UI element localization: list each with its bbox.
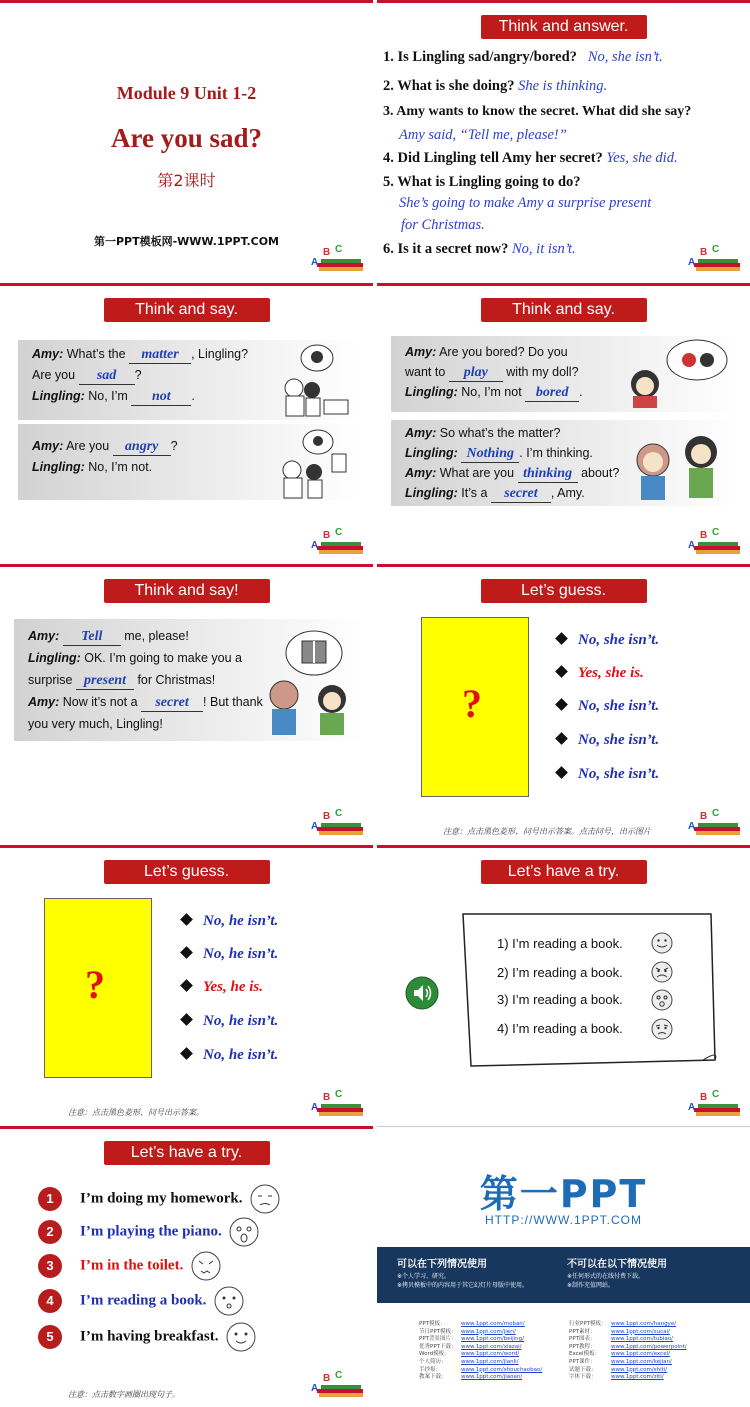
- speaker-icon[interactable]: [405, 976, 439, 1010]
- usage-allowed-1: ※个人学习、研究。: [397, 1273, 451, 1280]
- girls-angry-icon: [272, 424, 352, 500]
- question-3: 3. Amy wants to know the secret. What did she say?: [383, 104, 692, 119]
- resource-link[interactable]: www.1ppt.com/powerpoint/: [611, 1343, 687, 1350]
- link-row: [569, 1374, 687, 1382]
- slide-think-say-2: [377, 283, 750, 562]
- guess-option-5[interactable]: No, he isn’t.: [182, 1047, 278, 1064]
- link-label: 试题下载：: [569, 1366, 597, 1373]
- resource-link[interactable]: www.1ppt.com/word/: [461, 1351, 520, 1358]
- svg-text:C: C: [335, 1089, 343, 1100]
- slide-think-answer: [377, 0, 750, 279]
- slide-guess-he: [0, 845, 373, 1124]
- svg-text:B: B: [323, 1373, 331, 1384]
- abc-books-icon: [309, 1369, 365, 1399]
- link-label: PPT背景图片：: [419, 1336, 457, 1343]
- abc-books-icon: [686, 243, 742, 273]
- resource-link[interactable]: www.1ppt.com/tubiao/: [611, 1336, 673, 1343]
- link-label: Excel模板：: [569, 1351, 601, 1358]
- svg-text:A: A: [311, 1102, 319, 1113]
- svg-text:A: A: [688, 1102, 696, 1113]
- slide-think-say-1: [0, 283, 373, 562]
- slide-banner: Let’s guess.: [104, 860, 270, 884]
- slide-title: [0, 0, 373, 279]
- usage-allowed-2: ※拷贝模板中的内容用于其它幻灯片母版中使用。: [397, 1282, 529, 1289]
- slide-banner: Think and say!: [104, 579, 270, 603]
- svg-text:C: C: [712, 808, 720, 819]
- slide-banner: Think and say.: [104, 298, 270, 322]
- slide-credits: [377, 1126, 750, 1405]
- module-label: Module 9 Unit 1-2: [116, 83, 257, 103]
- abc-books-icon: [309, 243, 365, 273]
- svg-text:A: A: [311, 540, 319, 551]
- paper-scroll: [457, 910, 721, 1070]
- slide-banner: Let’s have a try.: [104, 1141, 270, 1165]
- content-face-icon: [226, 1322, 256, 1352]
- svg-text:C: C: [335, 244, 343, 255]
- svg-text:A: A: [688, 821, 696, 832]
- guess-option-4[interactable]: No, he isn’t.: [182, 1013, 278, 1030]
- question-2: 2. What is she doing? She is thinking.: [383, 78, 608, 94]
- usage-forbidden-1: ※任何形式的在线付费下载。: [567, 1273, 645, 1280]
- link-label: Word模板：: [419, 1351, 450, 1358]
- link-label: PPT教程：: [569, 1343, 596, 1350]
- abc-books-icon: [309, 526, 365, 556]
- svg-text:A: A: [688, 257, 696, 268]
- usage-allowed-title: 可以在下列情况使用: [397, 1259, 487, 1270]
- surprised-face-icon: [651, 989, 673, 1011]
- resource-link[interactable]: www.1ppt.com/beijing/: [461, 1336, 525, 1343]
- link-row: [419, 1336, 542, 1344]
- resource-link[interactable]: www.1ppt.com/shiti/: [611, 1366, 668, 1373]
- usage-forbidden-title: 不可以在以下情况使用: [567, 1259, 667, 1270]
- link-label: 字体下载：: [569, 1374, 597, 1381]
- link-row: [569, 1351, 687, 1359]
- guess-option-4[interactable]: No, she isn’t.: [557, 732, 659, 749]
- svg-text:C: C: [335, 527, 343, 538]
- instruction-note: 注意：点击黑色菱形、问号出示答案。: [68, 1108, 204, 1117]
- abc-books-icon: [309, 807, 365, 837]
- try-item-1: 1) I’m reading a book.: [497, 936, 623, 951]
- slide-have-a-try-1: [377, 845, 750, 1124]
- pained-face-icon: [191, 1251, 221, 1281]
- link-row: [569, 1359, 687, 1367]
- two-girls-icon: [627, 426, 731, 502]
- link-row: [419, 1359, 542, 1367]
- try-item-2: 2) I’m reading a book.: [497, 965, 623, 980]
- tired-face-icon: [250, 1184, 280, 1214]
- svg-text:B: B: [700, 1092, 708, 1103]
- brand-url[interactable]: HTTP://WWW.1PPT.COM: [485, 1213, 642, 1227]
- try-item-3: 3) I’m reading a book.: [497, 992, 623, 1007]
- guess-option-1[interactable]: No, he isn’t.: [182, 913, 278, 930]
- svg-text:C: C: [712, 527, 720, 538]
- site-label: 第一PPT模板网-WWW.1PPT.COM: [93, 235, 280, 248]
- slide-guess-she: [377, 564, 750, 843]
- abc-books-icon: [309, 1088, 365, 1118]
- resource-link[interactable]: www.1ppt.com/sucai/: [611, 1328, 670, 1335]
- svg-text:C: C: [712, 244, 720, 255]
- try-sentence-4[interactable]: 4 I’m reading a book.: [38, 1286, 244, 1316]
- lesson-label: 第2课时: [157, 171, 216, 190]
- try-sentence-2[interactable]: 2 I’m playing the piano.: [38, 1217, 259, 1247]
- link-row: [569, 1321, 687, 1329]
- dialogue-panel-1: Amy: What’s the matter , Lingling? Are you sad ? Lingling: No, I’m not .: [18, 340, 358, 420]
- question-6: 6. Is it a secret now? No, it isn’t.: [383, 241, 576, 257]
- try-sentence-3[interactable]: 3 I’m in the toilet.: [38, 1251, 221, 1281]
- link-label: PPT课件：: [569, 1358, 596, 1365]
- brand-logo: 第一PPT: [479, 1172, 648, 1216]
- resource-link[interactable]: www.1ppt.com/excel/: [611, 1351, 670, 1358]
- svg-text:A: A: [688, 540, 696, 551]
- slide-think-say-3: [0, 564, 373, 843]
- gift-thinking-icon: [264, 627, 360, 737]
- dialogue-panel-1: Amy: Are you bored? Do you want to play with my doll? Lingling: No, I’m not bored .: [391, 336, 739, 412]
- guess-option-1[interactable]: No, she isn’t.: [557, 632, 659, 649]
- reading-face-icon: [214, 1286, 244, 1316]
- try-sentence-5[interactable]: 5 I’m having breakfast.: [38, 1322, 256, 1352]
- links-right: [569, 1321, 687, 1382]
- resource-link[interactable]: www.1ppt.com/kejian/: [611, 1358, 672, 1365]
- link-row: [419, 1321, 542, 1329]
- link-label: 手抄报：: [419, 1366, 442, 1373]
- question-4: 4. Did Lingling tell Amy her secret? Yes, she did.: [383, 150, 678, 166]
- answer-5-cont: for Christmas.: [401, 217, 485, 233]
- usage-forbidden-2: ※制作充值网站。: [567, 1282, 615, 1289]
- resource-link[interactable]: www.1ppt.com/hangye/: [611, 1321, 677, 1327]
- angry-face-icon: [651, 961, 673, 983]
- svg-text:B: B: [323, 811, 331, 822]
- svg-text:C: C: [712, 1089, 720, 1100]
- question-5: 5. What is Lingling going to do?: [383, 174, 581, 190]
- guess-option-5[interactable]: No, she isn’t.: [557, 766, 659, 783]
- slide-heading: Are you sad?: [110, 123, 263, 153]
- resource-link[interactable]: www.1ppt.com/moban/: [461, 1321, 525, 1327]
- link-label: 行业PPT模板：: [569, 1321, 607, 1327]
- resource-link[interactable]: www.1ppt.com/shouchaobao/: [461, 1366, 543, 1373]
- link-label: 节日PPT模板：: [419, 1328, 457, 1335]
- svg-text:B: B: [323, 530, 331, 541]
- question-mark[interactable]: ?: [462, 681, 482, 726]
- svg-text:A: A: [311, 821, 319, 832]
- dialogue-panel: Amy: Tell me, please! Lingling: OK. I’m going to make you a surprise present for Christmas! Amy: Now it’s not a secret ! But thank you very much, Lingling!: [14, 619, 364, 741]
- answer-5: She’s going to make Amy a surprise present: [399, 195, 652, 211]
- svg-text:B: B: [700, 811, 708, 822]
- link-row: [419, 1374, 542, 1382]
- svg-text:B: B: [323, 247, 331, 258]
- abc-books-icon: [686, 526, 742, 556]
- links-left: [419, 1321, 542, 1382]
- resource-link[interactable]: www.1ppt.com/jieri/: [461, 1328, 516, 1335]
- guess-option-2[interactable]: Yes, she is.: [557, 665, 644, 682]
- slide-have-a-try-2: [0, 1126, 373, 1405]
- resource-link[interactable]: www.1ppt.com/ziti/: [611, 1374, 664, 1381]
- link-label: 教案下载：: [419, 1374, 447, 1381]
- question-mark[interactable]: ?: [85, 962, 105, 1007]
- resource-link[interactable]: www.1ppt.com/xiazai/: [461, 1343, 522, 1350]
- link-label: 个人简历：: [419, 1358, 447, 1365]
- svg-text:A: A: [311, 1383, 319, 1394]
- resource-link[interactable]: www.1ppt.com/jianli/: [461, 1358, 519, 1365]
- guess-option-3[interactable]: Yes, he is.: [182, 979, 263, 996]
- link-label: 优秀PPT下载：: [419, 1343, 457, 1350]
- link-label: PPT素材：: [569, 1328, 596, 1335]
- mystery-picture[interactable]: [44, 898, 152, 1078]
- link-label: PPT模板：: [419, 1321, 446, 1327]
- link-row: [569, 1336, 687, 1344]
- resource-link[interactable]: www.1ppt.com/jiaoan/: [461, 1374, 523, 1381]
- svg-text:B: B: [700, 247, 708, 258]
- try-item-4: 4) I’m reading a book.: [497, 1021, 623, 1036]
- instruction-note: 注意：点击黑色菱形、问号出示答案。点击问号，出示图片: [443, 827, 651, 836]
- sad-face-icon: [651, 1018, 673, 1040]
- dialogue-panel-2: Amy: Are you angry ? Lingling: No, I’m not.: [18, 424, 358, 500]
- guess-option-3[interactable]: No, she isn’t.: [557, 698, 659, 715]
- svg-text:A: A: [311, 257, 319, 268]
- thinking-girls-icon: [619, 338, 735, 408]
- guess-option-2[interactable]: No, he isn’t.: [182, 946, 278, 963]
- try-sentence-1[interactable]: 1 I’m doing my homework.: [38, 1184, 280, 1214]
- abc-books-icon: [686, 1088, 742, 1118]
- svg-text:C: C: [335, 808, 343, 819]
- slide-banner: Let’s have a try.: [481, 860, 647, 884]
- slide-banner: Think and answer.: [481, 15, 647, 39]
- abc-books-icon: [686, 807, 742, 837]
- instruction-note: 注意：点击数字画圈出现句子。: [68, 1390, 180, 1399]
- slide-banner: Let’s guess.: [481, 579, 647, 603]
- link-row: [419, 1351, 542, 1359]
- svg-text:C: C: [335, 1370, 343, 1381]
- answer-3: Amy said, “Tell me, please!”: [399, 127, 567, 143]
- svg-text:B: B: [323, 1092, 331, 1103]
- girls-thinking-icon: [272, 340, 352, 420]
- dialogue-panel-2: Amy: So what’s the matter? Lingling: Nothing . I’m thinking. Amy: What are you thinking about? Lingling: It’s a secret , Amy.: [391, 420, 739, 506]
- svg-text:B: B: [700, 530, 708, 541]
- link-label: PPT图表：: [569, 1336, 596, 1343]
- slide-banner: Think and say.: [481, 298, 647, 322]
- mystery-picture[interactable]: [421, 617, 529, 797]
- shocked-face-icon: [229, 1217, 259, 1247]
- question-1: 1. Is Lingling sad/angry/bored? No, she isn’t.: [383, 49, 663, 65]
- usage-band: [377, 1247, 750, 1303]
- happy-face-icon: [651, 932, 673, 954]
